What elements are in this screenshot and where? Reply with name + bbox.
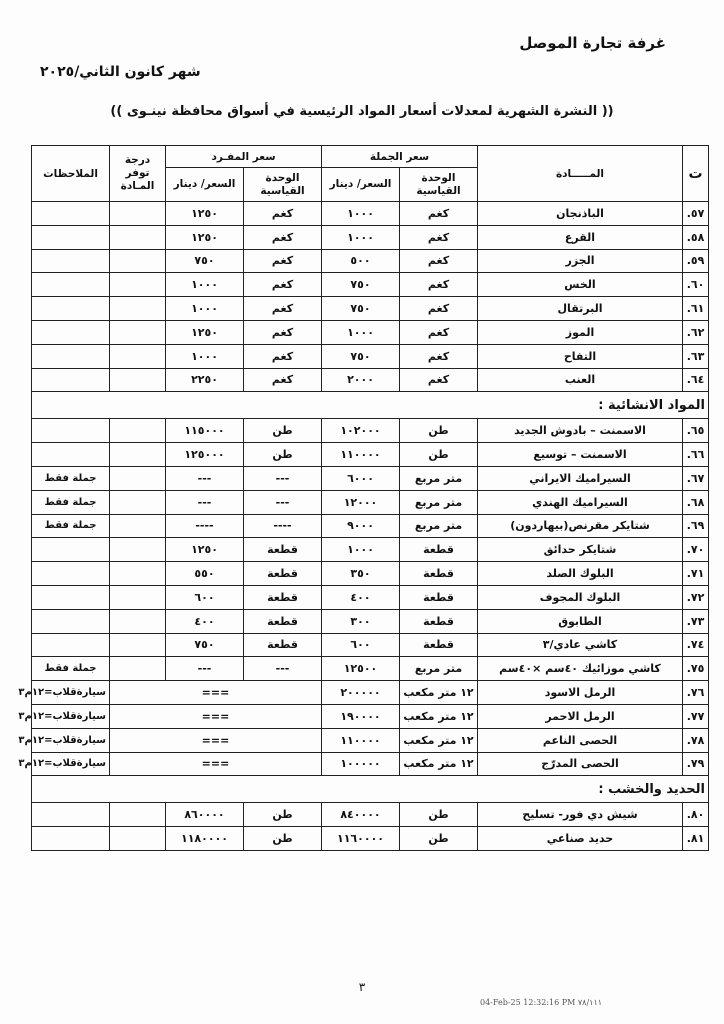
retail-unit: كغم (244, 368, 322, 392)
row-number: .٦٣ (683, 344, 709, 368)
wholesale-price: ١٩٠٠٠٠ (322, 704, 400, 728)
table-row (32, 657, 709, 681)
retail-unit: --- (244, 490, 322, 514)
row-number: .٧٤ (683, 633, 709, 657)
table-row (32, 344, 709, 368)
retail-unit: --- (244, 657, 322, 681)
row-number: .٧٧ (683, 704, 709, 728)
retail-price: ٢٢٥٠ (166, 368, 244, 392)
retail-price: ١١٥٠٠٠ (166, 419, 244, 443)
table-row (32, 249, 709, 273)
notes (32, 609, 110, 633)
col-header-wholesale: سعر الجملة (322, 146, 478, 168)
col-header-retail-price: السعر/ دينار (166, 168, 244, 202)
item-name: الخس (478, 273, 683, 297)
col-header-number: ت (683, 146, 709, 202)
retail-price: ١٠٠٠ (166, 273, 244, 297)
table-row (32, 368, 709, 392)
retail-price: ٧٥٠ (166, 633, 244, 657)
wholesale-unit: كغم (400, 225, 478, 249)
notes (32, 202, 110, 226)
wholesale-price: ٣٥٠ (322, 562, 400, 586)
row-number: .٨٠ (683, 803, 709, 827)
wholesale-unit: متر مربع (400, 657, 478, 681)
item-name: البلوك الصلد (478, 562, 683, 586)
table-row (32, 633, 709, 657)
table-row (32, 752, 709, 776)
table-row (32, 609, 709, 633)
availability (110, 273, 166, 297)
table-row (32, 320, 709, 344)
row-number: .٧٥ (683, 657, 709, 681)
item-name: الطابوق (478, 609, 683, 633)
wholesale-price: ١٠٢٠٠٠ (322, 419, 400, 443)
col-header-notes: الملاحظات (32, 146, 110, 202)
wholesale-price: ٣٠٠ (322, 609, 400, 633)
retail-unit: كغم (244, 297, 322, 321)
col-header-wholesale-price: السعر/ دينار (322, 168, 400, 202)
print-timestamp: 04-Feb-25 12:32:16 PM ٧٨/١١١ (480, 998, 603, 1007)
wholesale-price: ٦٠٠ (322, 633, 400, 657)
row-number: .٧١ (683, 562, 709, 586)
retail-unit: طن (244, 803, 322, 827)
notes: جملة فقط (32, 490, 110, 514)
notes: جملة فقط (32, 657, 110, 681)
wholesale-price: ٩٠٠٠ (322, 514, 400, 538)
price-table (18, 145, 709, 851)
retail-unit: طن (244, 443, 322, 467)
availability (110, 827, 166, 851)
notes (32, 249, 110, 273)
wholesale-price: ٢٠٠٠٠٠ (322, 681, 400, 705)
wholesale-unit: متر مربع (400, 490, 478, 514)
item-name: البرتقال (478, 297, 683, 321)
wholesale-price: ١١٠٠٠٠ (322, 728, 400, 752)
item-name: السيراميك الايراني (478, 466, 683, 490)
organization-name: غرفة تجارة الموصل (519, 34, 666, 52)
retail-unit: طن (244, 419, 322, 443)
wholesale-unit: كغم (400, 249, 478, 273)
col-header-retail: سعر المفـرد (166, 146, 322, 168)
notes (32, 368, 110, 392)
retail-unit: قطعة (244, 585, 322, 609)
retail-unit: كغم (244, 344, 322, 368)
item-name: الحصى الناعم (478, 728, 683, 752)
availability (110, 344, 166, 368)
wholesale-price: ٧٥٠ (322, 297, 400, 321)
availability (110, 419, 166, 443)
table-row (32, 514, 709, 538)
availability (110, 249, 166, 273)
retail-price: ١٢٥٠٠٠ (166, 443, 244, 467)
wholesale-price: ١٠٠٠ (322, 538, 400, 562)
availability (110, 609, 166, 633)
wholesale-unit: كغم (400, 344, 478, 368)
section-heading: المواد الانشائية : (32, 392, 709, 419)
wholesale-price: ١١٦٠٠٠٠ (322, 827, 400, 851)
notes (32, 562, 110, 586)
wholesale-unit: كغم (400, 368, 478, 392)
retail-price: ٧٥٠ (166, 249, 244, 273)
wholesale-price: ١٢٠٠٠ (322, 490, 400, 514)
row-number: .٧٠ (683, 538, 709, 562)
availability (110, 490, 166, 514)
item-name: الاسمنت – بادوش الجديد (478, 419, 683, 443)
wholesale-unit: قطعة (400, 538, 478, 562)
wholesale-price: ١٢٥٠٠ (322, 657, 400, 681)
wholesale-unit: طن (400, 803, 478, 827)
item-name: الجزر (478, 249, 683, 273)
retail-price: --- (166, 466, 244, 490)
availability (110, 562, 166, 586)
notes: جملة فقط (32, 466, 110, 490)
row-number: .٧٦ (683, 681, 709, 705)
wholesale-unit: قطعة (400, 609, 478, 633)
row-number: .٦٨ (683, 490, 709, 514)
retail-price: ٥٥٠ (166, 562, 244, 586)
retail-unit: كغم (244, 202, 322, 226)
availability (110, 803, 166, 827)
notes: سيارةقلاب=١٢م٣ (32, 728, 110, 752)
retail-price: ٤٠٠ (166, 609, 244, 633)
table-row (32, 273, 709, 297)
notes: سيارةقلاب=١٢م٣ (32, 704, 110, 728)
table-row (32, 225, 709, 249)
retail-price: ١٠٠٠ (166, 344, 244, 368)
retail-merged: === (110, 681, 322, 705)
notes (32, 827, 110, 851)
table-row (32, 538, 709, 562)
col-header-wholesale-unit: الوحدة القياسية (400, 168, 478, 202)
notes (32, 633, 110, 657)
retail-unit: كغم (244, 320, 322, 344)
item-name: الباذنجان (478, 202, 683, 226)
availability (110, 514, 166, 538)
item-name: شتايكر حدائق (478, 538, 683, 562)
notes (32, 419, 110, 443)
wholesale-unit: ١٢ متر مكعب (400, 728, 478, 752)
row-number: .٦٧ (683, 466, 709, 490)
table-row (32, 585, 709, 609)
retail-unit: --- (244, 466, 322, 490)
item-name: البلوك المجوف (478, 585, 683, 609)
item-name: كاشي موزائيك ٤٠سم ×٤٠سم (478, 657, 683, 681)
availability (110, 585, 166, 609)
table-row (32, 827, 709, 851)
table-row (32, 490, 709, 514)
item-name: السيراميك الهندي (478, 490, 683, 514)
item-name: القرع (478, 225, 683, 249)
report-month: شهر كانون الثاني/٢٠٢٥ (40, 64, 201, 80)
item-name: حديد صناعي (478, 827, 683, 851)
item-name: كاشي عادي/٣ (478, 633, 683, 657)
row-number: .٦٤ (683, 368, 709, 392)
section-heading: الحديد والخشب : (32, 776, 709, 803)
table-row (32, 202, 709, 226)
wholesale-unit: قطعة (400, 585, 478, 609)
wholesale-unit: طن (400, 443, 478, 467)
item-name: التفاح (478, 344, 683, 368)
wholesale-price: ١١٠٠٠٠ (322, 443, 400, 467)
page-number: ٣ (358, 980, 366, 994)
wholesale-price: ١٠٠٠ (322, 225, 400, 249)
item-name: شيش دي فور- تسليح (478, 803, 683, 827)
retail-price: ٨٦٠٠٠٠ (166, 803, 244, 827)
row-number: .٦١ (683, 297, 709, 321)
wholesale-price: ٨٤٠٠٠٠ (322, 803, 400, 827)
notes (32, 538, 110, 562)
row-number: .٦٩ (683, 514, 709, 538)
row-number: .٦٢ (683, 320, 709, 344)
item-name: العنب (478, 368, 683, 392)
notes (32, 273, 110, 297)
retail-price: ١٢٥٠ (166, 202, 244, 226)
retail-price: ١٠٠٠ (166, 297, 244, 321)
availability (110, 225, 166, 249)
wholesale-unit: ١٢ متر مكعب (400, 681, 478, 705)
retail-merged: === (110, 752, 322, 776)
notes (32, 585, 110, 609)
retail-unit: قطعة (244, 538, 322, 562)
item-name: شتايكر مقرنص(بيهاردون) (478, 514, 683, 538)
wholesale-price: ١٠٠٠٠٠ (322, 752, 400, 776)
retail-price: --- (166, 657, 244, 681)
availability (110, 538, 166, 562)
wholesale-unit: قطعة (400, 633, 478, 657)
notes: سيارةقلاب=١٢م٣ (32, 752, 110, 776)
table-row (32, 681, 709, 705)
wholesale-price: ١٠٠٠ (322, 320, 400, 344)
availability (110, 320, 166, 344)
retail-price: ٦٠٠ (166, 585, 244, 609)
item-name: الحصى المدرّج (478, 752, 683, 776)
retail-price: ---- (166, 514, 244, 538)
row-number: .٨١ (683, 827, 709, 851)
retail-unit: كغم (244, 225, 322, 249)
table-row (32, 466, 709, 490)
availability (110, 466, 166, 490)
table-row (32, 562, 709, 586)
wholesale-unit: كغم (400, 320, 478, 344)
notes (32, 297, 110, 321)
wholesale-price: ٢٠٠٠ (322, 368, 400, 392)
retail-price: ١٢٥٠ (166, 320, 244, 344)
col-header-availability: درجة توفر المـادة (110, 146, 166, 202)
col-header-retail-unit: الوحدة القياسية (244, 168, 322, 202)
retail-unit: قطعة (244, 562, 322, 586)
retail-merged: === (110, 704, 322, 728)
notes (32, 225, 110, 249)
col-header-item: المـــــادة (478, 146, 683, 202)
row-number: .٧٢ (683, 585, 709, 609)
wholesale-price: ٥٠٠ (322, 249, 400, 273)
wholesale-unit: طن (400, 827, 478, 851)
availability (110, 443, 166, 467)
table-row (32, 297, 709, 321)
item-name: الرمل الاحمر (478, 704, 683, 728)
retail-unit: ---- (244, 514, 322, 538)
availability (110, 202, 166, 226)
item-name: الموز (478, 320, 683, 344)
wholesale-unit: كغم (400, 297, 478, 321)
row-number: .٧٩ (683, 752, 709, 776)
availability (110, 657, 166, 681)
wholesale-unit: ١٢ متر مكعب (400, 704, 478, 728)
row-number: .٧٣ (683, 609, 709, 633)
availability (110, 633, 166, 657)
retail-unit: قطعة (244, 609, 322, 633)
retail-merged: === (110, 728, 322, 752)
notes (32, 443, 110, 467)
item-name: الاسمنت – توسيع (478, 443, 683, 467)
table-row (32, 803, 709, 827)
wholesale-unit: كغم (400, 273, 478, 297)
notes (32, 320, 110, 344)
wholesale-price: ١٠٠٠ (322, 202, 400, 226)
row-number: .٦٦ (683, 443, 709, 467)
retail-unit: كغم (244, 249, 322, 273)
wholesale-unit: متر مربع (400, 466, 478, 490)
wholesale-unit: طن (400, 419, 478, 443)
availability (110, 297, 166, 321)
wholesale-unit: متر مربع (400, 514, 478, 538)
notes (32, 344, 110, 368)
wholesale-price: ٧٥٠ (322, 273, 400, 297)
table-row (32, 728, 709, 752)
row-number: .٥٧ (683, 202, 709, 226)
table-row (32, 419, 709, 443)
retail-price: --- (166, 490, 244, 514)
retail-price: ١١٨٠٠٠٠ (166, 827, 244, 851)
notes (32, 803, 110, 827)
section-row (32, 392, 709, 419)
item-name: الرمل الاسود (478, 681, 683, 705)
table-row (32, 704, 709, 728)
wholesale-unit: كغم (400, 202, 478, 226)
row-number: .٥٨ (683, 225, 709, 249)
wholesale-price: ٤٠٠ (322, 585, 400, 609)
row-number: .٦٥ (683, 419, 709, 443)
retail-price: ١٢٥٠ (166, 225, 244, 249)
retail-price: ١٢٥٠ (166, 538, 244, 562)
row-number: .٦٠ (683, 273, 709, 297)
report-title: (( النشرة الشهرية لمعدلات أسعار المواد الرئيسية في أسواق محافظة نينـوى )) (110, 104, 614, 119)
section-row (32, 776, 709, 803)
retail-unit: قطعة (244, 633, 322, 657)
notes: سيارةقلاب=١٢م٣ (32, 681, 110, 705)
wholesale-price: ٧٥٠ (322, 344, 400, 368)
retail-unit: كغم (244, 273, 322, 297)
table-row (32, 443, 709, 467)
availability (110, 368, 166, 392)
wholesale-unit: ١٢ متر مكعب (400, 752, 478, 776)
notes: جملة فقط (32, 514, 110, 538)
retail-unit: طن (244, 827, 322, 851)
wholesale-price: ٦٠٠٠ (322, 466, 400, 490)
wholesale-unit: قطعة (400, 562, 478, 586)
row-number: .٧٨ (683, 728, 709, 752)
row-number: .٥٩ (683, 249, 709, 273)
